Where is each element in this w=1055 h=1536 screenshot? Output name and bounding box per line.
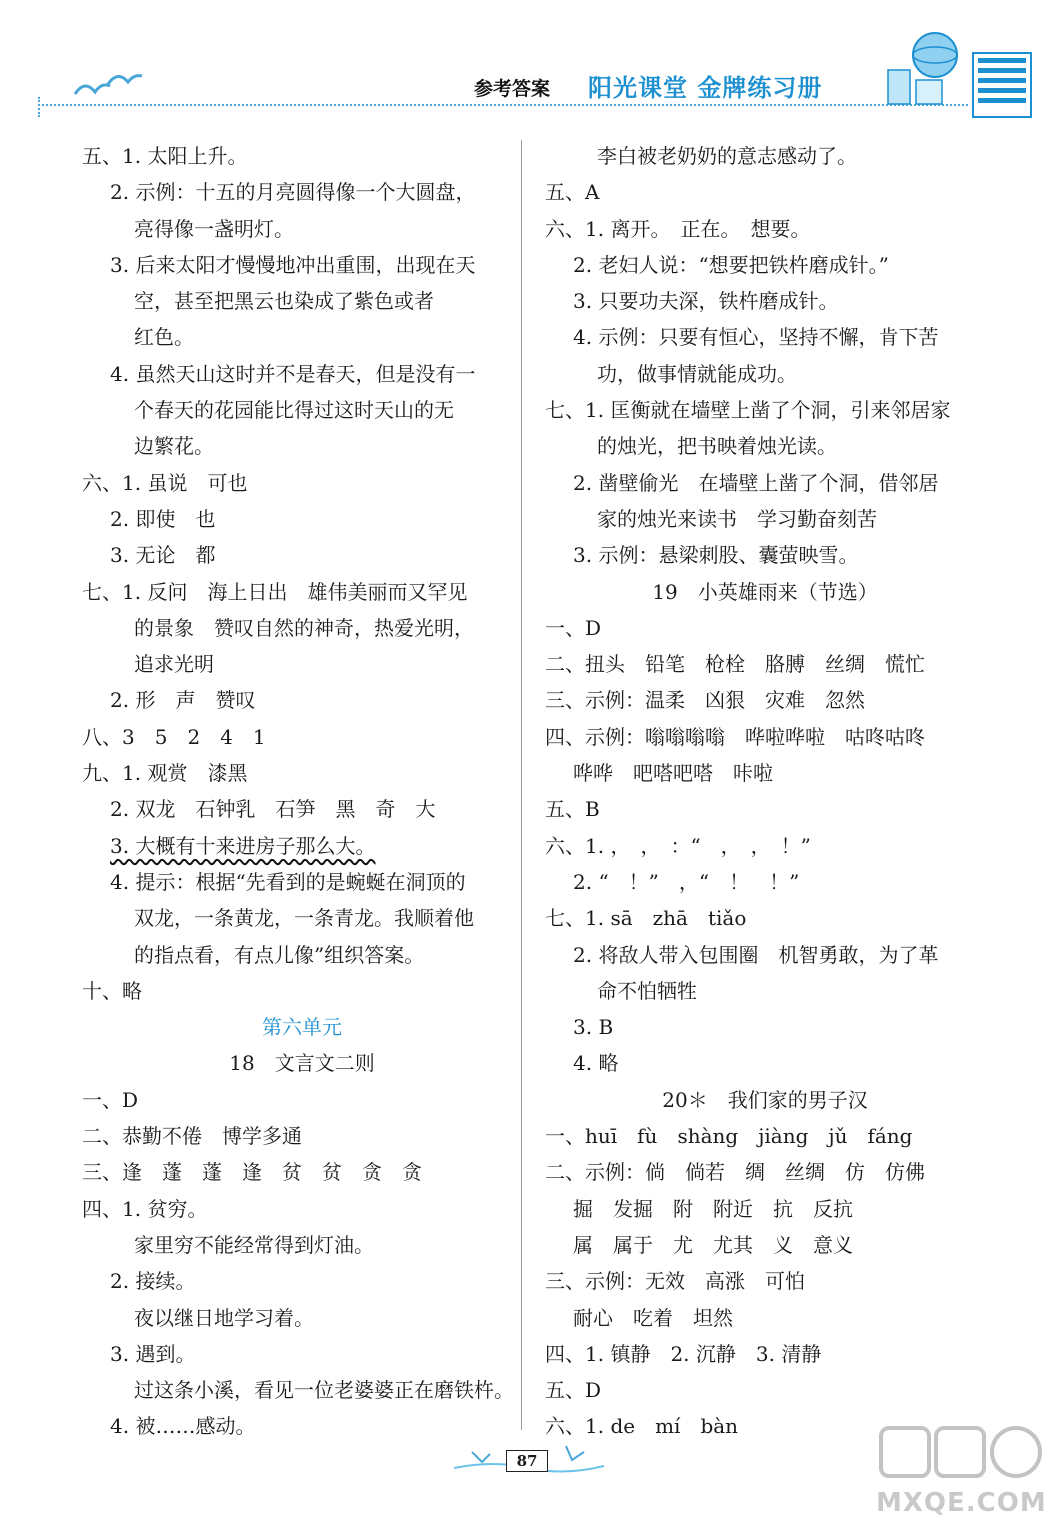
header-book-title: 阳光课堂 金牌练习册 — [588, 74, 823, 102]
answer-line: 五、D — [545, 1378, 602, 1403]
answer-line: 3. 遇到。 — [110, 1341, 196, 1366]
answer-line: 的指点看，有点儿像”组织答案。 — [134, 942, 425, 967]
answer-line: 五、A — [545, 180, 600, 205]
answer-line: 命不怕牺牲 — [597, 978, 697, 1003]
answer-line: 三、示例：无效 高涨 可怕 — [545, 1269, 805, 1294]
answer-line: 4. 示例：只要有恒心，坚持不懈，肯下苦 — [573, 325, 939, 350]
watermark — [876, 1418, 1046, 1528]
answer-line: 追求光明 — [134, 652, 214, 677]
watermark-text: MXQE.COM — [876, 1488, 1047, 1518]
answer-line: 个春天的花园能比得过这时天山的无 — [134, 398, 454, 423]
header-stripes — [978, 58, 1026, 114]
answer-line: 一、D — [545, 615, 602, 640]
answer-line: 家里穷不能经常得到灯油。 — [134, 1232, 374, 1257]
answer-line: 3. B — [573, 1015, 614, 1040]
birds-icon — [70, 64, 150, 104]
answer-line: 2. 凿壁偷光 在墙壁上凿了个洞，借邻居 — [573, 470, 939, 495]
answer-line: 2. 形 声 赞叹 — [110, 688, 256, 713]
page-number: 87 — [506, 1450, 548, 1472]
page-footer — [454, 1440, 604, 1480]
answer-line: 七、1. 匡衡就在墙壁上凿了个洞，引来邻居家 — [545, 398, 951, 423]
answer-line: 2. 双龙 石钟乳 石笋 黑 奇 大 — [110, 797, 436, 822]
answer-line: 过这条小溪，看见一位老婆婆正在磨铁杵。 — [134, 1378, 514, 1403]
answer-line: 李白被老奶奶的意志感动了。 — [597, 144, 857, 168]
lesson-heading: 20＊ 我们家的男子汉 — [662, 1087, 868, 1112]
answer-line: 2. 将敌人带入包围圈 机智勇敢，为了革 — [573, 942, 939, 967]
answer-line: 的烛光，把书映着烛光读。 — [597, 434, 837, 459]
answer-line: 空，甚至把黑云也染成了紫色或者 — [134, 289, 434, 314]
answer-line: 边繁花。 — [134, 434, 214, 459]
right-column — [545, 138, 985, 1445]
answer-line: 夜以继日地学习着。 — [134, 1305, 314, 1330]
answer-line: 红色。 — [134, 325, 194, 350]
answer-line: 2. 示例：十五的月亮圆得像一个大圆盘， — [110, 180, 476, 205]
answer-line: 3. 后来太阳才慢慢地冲出重围，出现在天 — [110, 252, 476, 277]
answer-line: 功，做事情就能成功。 — [597, 361, 797, 386]
answer-line: 九、1. 观赏 漆黑 — [82, 761, 248, 786]
unit-heading: 第六单元 — [262, 1015, 342, 1040]
answer-line: 五、1. 太阳上升。 — [82, 144, 248, 168]
answer-line: 2. “ ！” ，“ ！ ！” — [573, 869, 800, 894]
answer-line: 七、1. 反问 海上日出 雄伟美丽而又罕见 — [82, 579, 468, 604]
answer-line: 六、1. de mí bàn — [545, 1414, 739, 1439]
answer-line: 二、恭勤不倦 博学多通 — [82, 1124, 302, 1149]
answer-line: 双龙，一条黄龙，一条青龙。我顺着他 — [134, 906, 474, 931]
answer-line: 一、huī fù shàng jiàng jǔ fáng — [545, 1124, 913, 1149]
answer-line: 3. 只要功夫深，铁杵磨成针。 — [573, 289, 839, 314]
answer-line: 三、示例：温柔 凶狠 灾难 忽然 — [545, 688, 865, 713]
answer-line: 2. 老妇人说：“想要把铁杵磨成针。” — [573, 252, 889, 277]
answer-line: 4. 略 — [573, 1051, 619, 1076]
header-dotted-rule — [38, 104, 968, 106]
answer-line: 八、3 5 2 4 1 — [82, 724, 266, 749]
answer-line: 十、略 — [82, 978, 142, 1003]
header-rule-edge — [38, 97, 44, 117]
wavy-underlined-answer: 3. 大概有十来进房子那么大。 — [110, 833, 376, 858]
answer-line: 4. 被……感动。 — [110, 1414, 256, 1439]
answer-line: 一、D — [82, 1087, 139, 1112]
answer-line: 4. 提示：根据“先看到的是蜿蜒在洞顶的 — [110, 869, 466, 894]
answer-line: 三、逢 蓬 蓬 逢 贫 贫 贪 贪 — [82, 1160, 422, 1185]
answer-line: 掘 发掘 附 附近 抗 反抗 — [573, 1196, 853, 1221]
answer-line-wavy — [82, 828, 522, 864]
answer-line: 七、1. sā zhā tiǎo — [545, 906, 747, 931]
answer-line: 二、示例：倘 倘若 绸 丝绸 仿 仿佛 — [545, 1160, 925, 1185]
answer-line: 属 属于 尤 尤其 义 意义 — [573, 1232, 853, 1257]
answer-line: 2. 即使 也 — [110, 506, 216, 531]
answer-line: 3. 无论 都 — [110, 543, 216, 568]
answer-line: 家的烛光来读书 学习勤奋刻苦 — [597, 506, 877, 531]
answer-line: 六、1. ， ， ：“ ， ， ！” — [545, 833, 811, 858]
answer-line: 亮得像一盏明灯。 — [134, 216, 294, 241]
watermark-logo-icon — [876, 1418, 1046, 1488]
lesson-heading: 19 小英雄雨来（节选） — [652, 579, 878, 604]
answer-line: 四、1. 贫穷。 — [82, 1196, 208, 1221]
answer-line: 六、1. 虽说 可也 — [82, 470, 248, 495]
answer-line: 2. 接续。 — [110, 1269, 196, 1294]
answer-line: 4. 虽然天山这时并不是春天，但是没有一 — [110, 361, 476, 386]
answer-line: 四、示例：嗡嗡嗡嗡 哗啦哗啦 咕咚咕咚 — [545, 724, 925, 749]
answer-line: 五、B — [545, 797, 600, 822]
answer-line: 的景象 赞叹自然的神奇，热爱光明， — [134, 615, 474, 640]
answer-line: 二、扭头 铅笔 枪栓 胳膊 丝绸 慌忙 — [545, 652, 925, 677]
lesson-heading: 18 文言文二则 — [229, 1051, 375, 1076]
page-header — [0, 0, 1055, 120]
left-column — [82, 138, 522, 1445]
answer-line: 3. 示例：悬梁刺股、囊萤映雪。 — [573, 543, 859, 568]
answer-line: 哗哗 吧嗒吧嗒 咔啦 — [573, 761, 773, 786]
answer-line: 耐心 吃着 坦然 — [573, 1305, 733, 1330]
answer-line: 四、1. 镇静 2. 沉静 3. 清静 — [545, 1341, 822, 1366]
answer-line: 六、1. 离开。 正在。 想要。 — [545, 216, 811, 241]
globe-icon — [880, 20, 970, 110]
header-reference-label: 参考答案 — [474, 78, 551, 100]
